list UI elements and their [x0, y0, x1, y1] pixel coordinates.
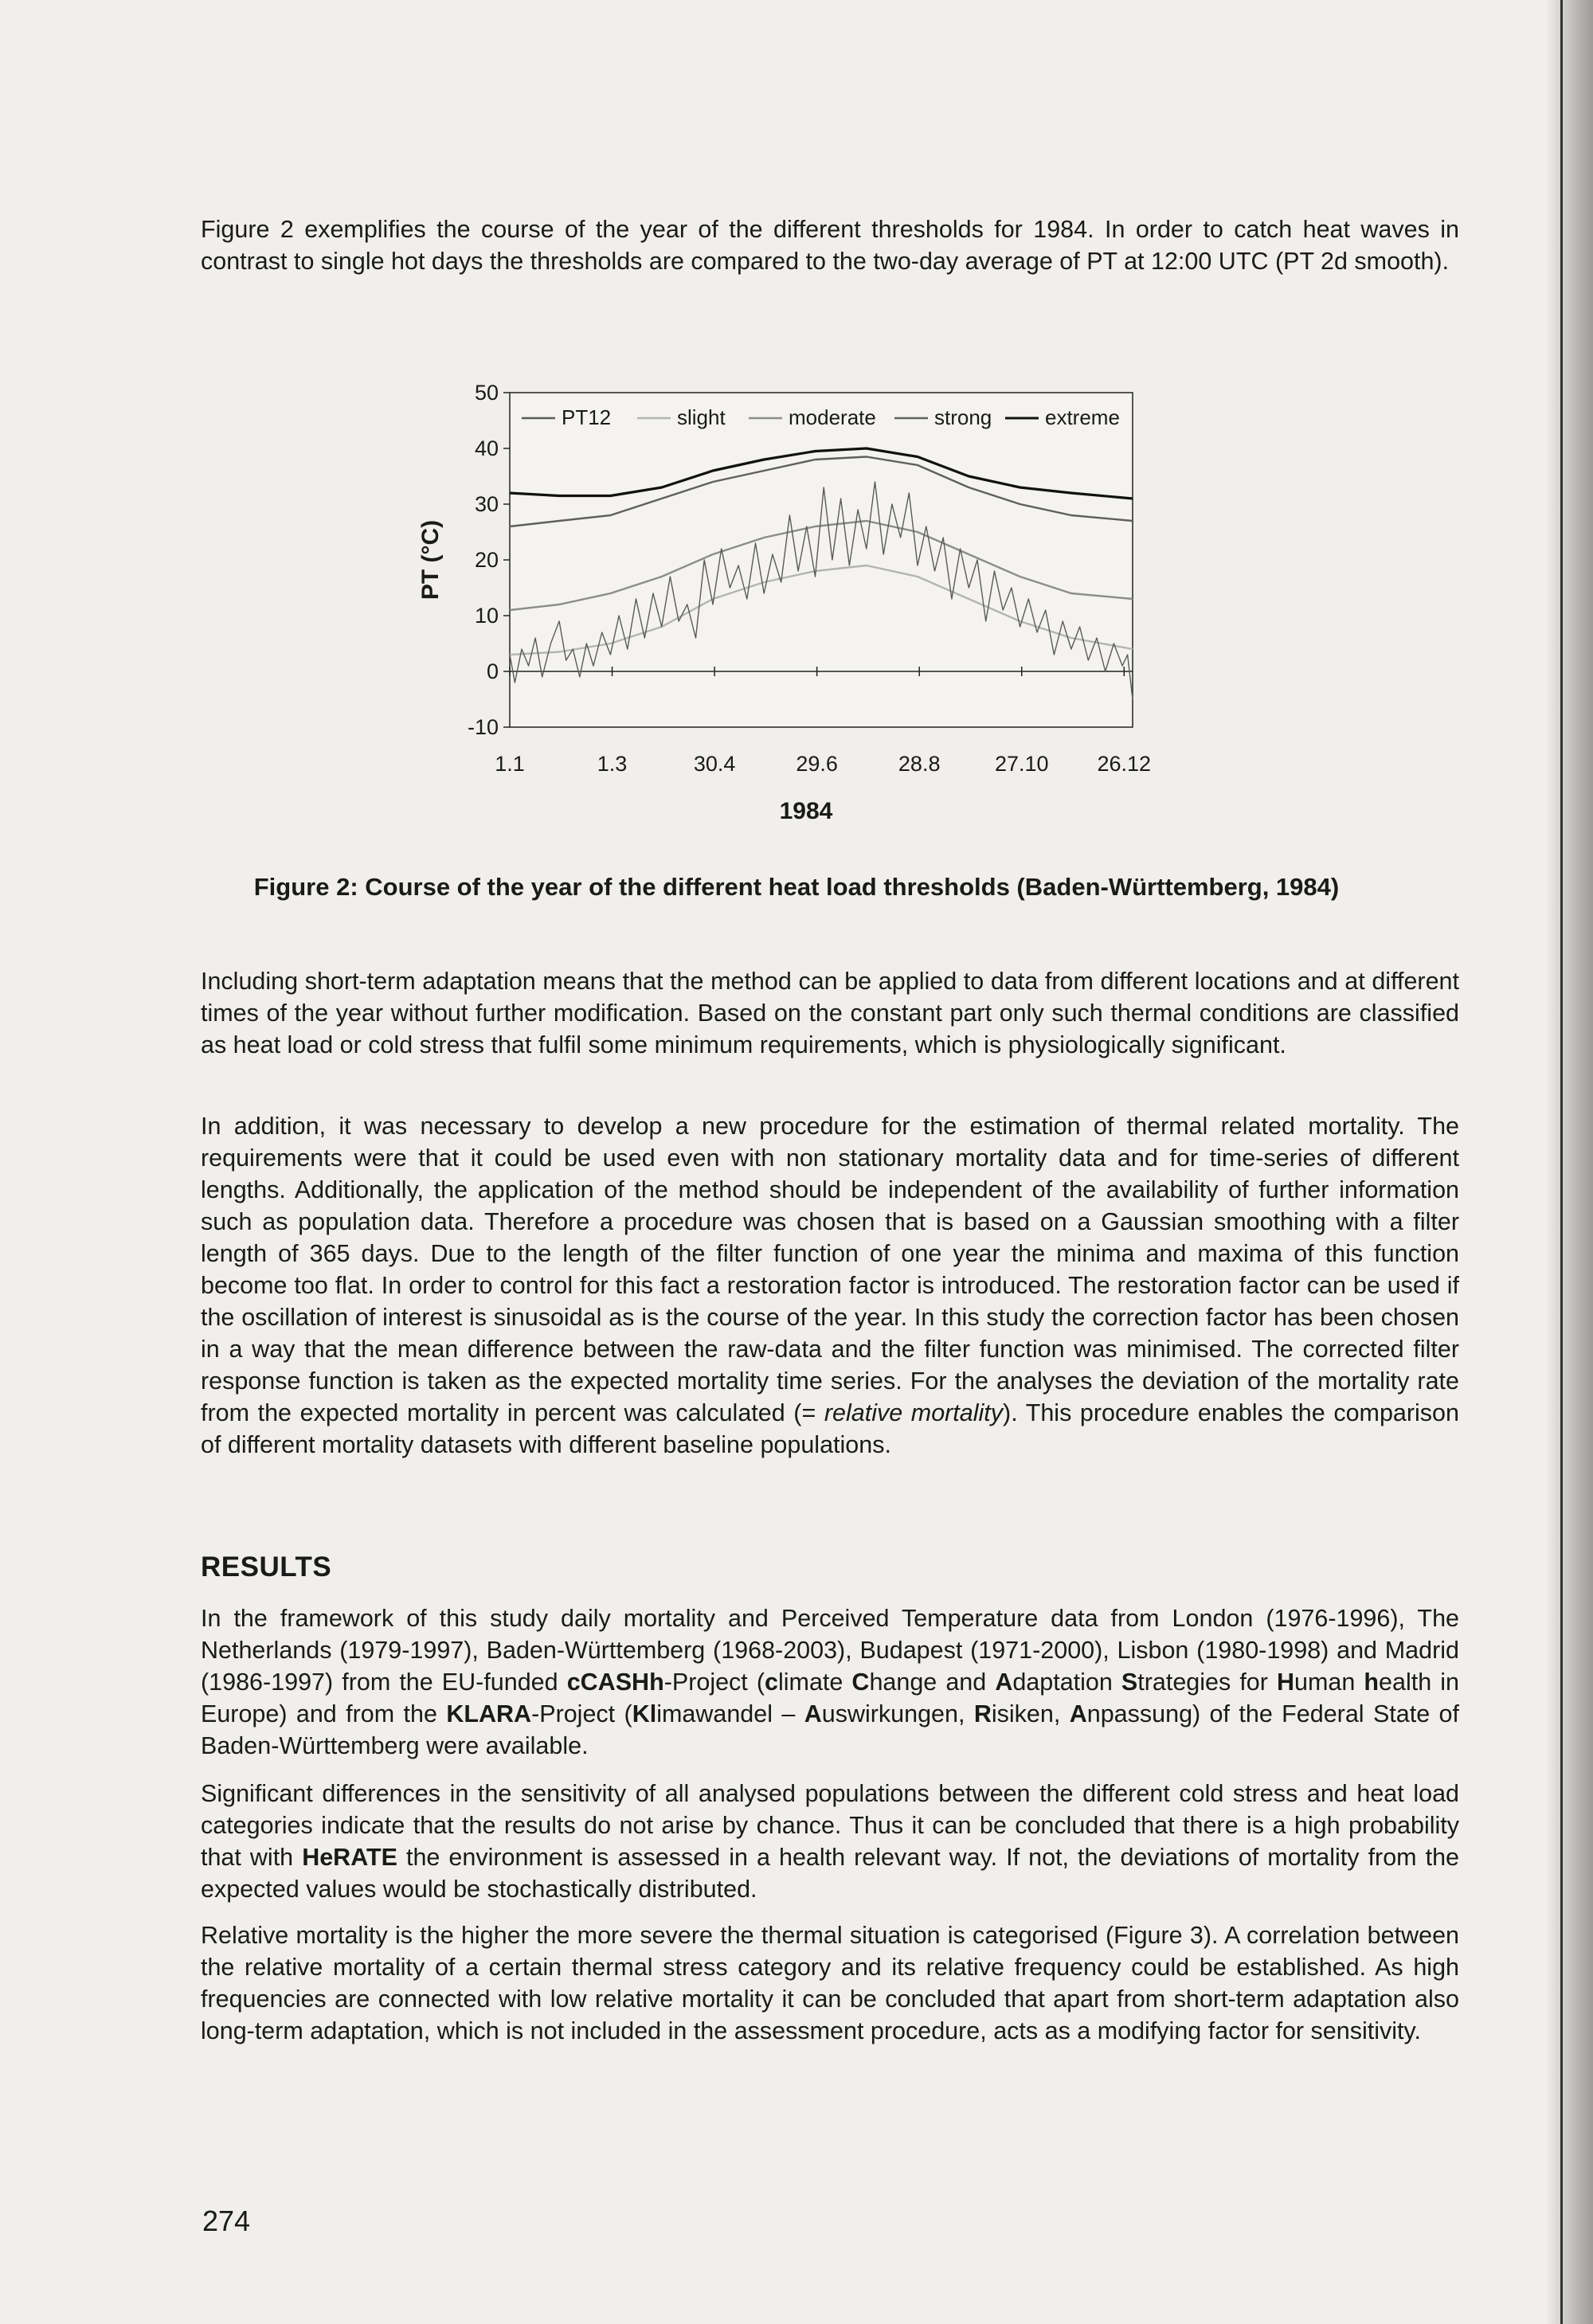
- paragraph-short-term-adaptation: Including short-term adaptation means that the method can be applied to data from different locations and at different times of the year without further modification. Based on the constant part only such thermal conditions are classified as heat load or cold stress that fulfil some minimum requirements, which is physiologically significant.: [201, 968, 1459, 1058]
- plot-frame: [510, 393, 1133, 727]
- framework-text: uswirkungen,: [821, 1700, 974, 1727]
- framework-text: ealth in Europe) and from the: [201, 1669, 1459, 1727]
- legend-label-extreme: extreme: [1045, 405, 1120, 429]
- framework-text: -Project (: [663, 1669, 765, 1696]
- paragraph-intro: Figure 2 exemplifies the course of the year of the different thresholds for 1984. In order to catch heat waves in contrast to single hot days the thresholds are compared to the two-day average of PT at 12:00 UTC (PT 2d smooth).: [201, 216, 1459, 275]
- x-tick-label: 30.4: [693, 752, 736, 776]
- legend-label-slight: slight: [677, 405, 726, 429]
- framework-bold: Kl: [632, 1700, 657, 1727]
- y-tick-label: 30: [474, 492, 499, 516]
- results-heading: RESULTS: [201, 1551, 332, 1583]
- y-tick-label: 0: [486, 659, 499, 683]
- framework-bold: A: [1069, 1700, 1087, 1727]
- x-tick-label: 28.8: [898, 752, 941, 776]
- x-tick-label: 26.12: [1097, 752, 1152, 776]
- framework-bold: A: [995, 1669, 1013, 1696]
- mortality-text-b: ). This procedure enables the comparison of different mortality datasets with different baseline populations.: [201, 1399, 1459, 1458]
- framework-text: isiken,: [991, 1700, 1070, 1727]
- x-tick-label: 1.1: [495, 752, 525, 776]
- framework-bold: A: [804, 1700, 822, 1727]
- framework-text: imawandel –: [656, 1700, 804, 1727]
- x-tick-label: 27.10: [994, 752, 1049, 776]
- legend-label-strong: strong: [934, 405, 992, 429]
- y-tick-label: 10: [474, 604, 499, 628]
- framework-text: limate: [777, 1669, 852, 1696]
- mortality-text-a: In addition, it was necessary to develop a new procedure for the estimation of thermal related mortality. The requirements were that it could be used even with non stationary mortality data and for time-series of different lengths. Additionally, the application of the method should be independent of the availability of further information such as population data. Therefore a procedure was chosen that is based on a Gaussian smoothing with a filter length of 365 days. Due to the length of the filter function of one year the minima and maxima of this function become too flat. In order to control for this fact a restoration factor is introduced. The restoration factor can be used if the oscillation of interest is sinusoidal as is the course of the year. In this study the correction factor has been chosen in a way that the mean difference between the raw-data and the filter function was minimised. The corrected filter response function is taken as the expected mortality time series. For the analyses the deviation of the mortality rate from the expected mortality in percent was calculated (=: [201, 1113, 1459, 1426]
- framework-bold: h: [1364, 1669, 1380, 1696]
- sensitivity-text: Significant differences in the sensitivity of all analysed populations between the different cold stress and heat load categories indicate that the results do not arise by chance. Thus it can be concluded that there is a high probability that with: [201, 1780, 1459, 1871]
- framework-bold: cCASHh: [566, 1669, 664, 1696]
- framework-bold: KLARA: [446, 1700, 532, 1727]
- paragraph-sensitivity: [201, 1778, 1459, 1905]
- y-tick-label: 20: [474, 548, 499, 572]
- y-tick-label: -10: [467, 715, 499, 739]
- framework-text: hange and: [869, 1669, 996, 1696]
- x-axis-title: 1984: [779, 798, 833, 824]
- paragraph-relative-mortality: Relative mortality is the higher the more severe the thermal situation is categorised (Figure 3). A correlation between the relative mortality of a certain thermal stress category and its relative frequency could be established. As high frequencies are connected with low relative mortality it can be concluded that apart from short-term adaptation also long-term adaptation, which is not included in the assessment procedure, acts as a modifying factor for sensitivity.: [201, 1922, 1459, 2044]
- x-tick-label: 1.3: [597, 752, 628, 776]
- y-tick-label: 50: [474, 381, 499, 405]
- threshold-chart: [0, 0, 1593, 868]
- page-number: 274: [202, 2205, 251, 2237]
- framework-text: trategies for: [1137, 1669, 1277, 1696]
- y-tick-label: 40: [474, 436, 499, 460]
- paragraph-framework: [201, 1602, 1459, 1762]
- framework-bold: c: [765, 1669, 778, 1696]
- framework-text: -Project (: [531, 1700, 632, 1727]
- figure-caption: Figure 2: Course of the year of the different heat load thresholds (Baden-Württemberg, 1984): [253, 873, 1340, 901]
- sensitivity-text: the environment is assessed in a health relevant way. If not, the deviations of mortality from the expected values would be stochastically distributed.: [201, 1844, 1459, 1903]
- framework-text: In the framework of this study daily mortality and Perceived Temperature data from London (1976-1996), The Netherlands (1979-1997), Baden-Württemberg (1968-2003), Budapest (1971-2000), Lisbon (1980-1998) and Madrid (1986-1997) from the EU-funded: [201, 1605, 1459, 1696]
- framework-bold: R: [973, 1700, 992, 1727]
- relative-mortality-term: relative mortality: [824, 1399, 1004, 1426]
- legend-label-moderate: moderate: [789, 405, 876, 429]
- paragraph-mortality-procedure: [201, 1110, 1459, 1461]
- framework-text: uman: [1294, 1669, 1364, 1696]
- legend-label-pt12: PT12: [562, 405, 612, 429]
- herate-term: HeRATE: [302, 1844, 397, 1871]
- framework-text: daptation: [1012, 1669, 1121, 1696]
- x-tick-label: 29.6: [796, 752, 838, 776]
- framework-bold: H: [1277, 1669, 1295, 1696]
- y-axis-title: PT (°C): [417, 519, 444, 601]
- chart-plot-area: [417, 381, 1151, 824]
- framework-bold: S: [1121, 1669, 1138, 1696]
- framework-text: npassung) of the Federal State of Baden-Württemberg were available.: [201, 1700, 1459, 1759]
- framework-bold: C: [851, 1669, 870, 1696]
